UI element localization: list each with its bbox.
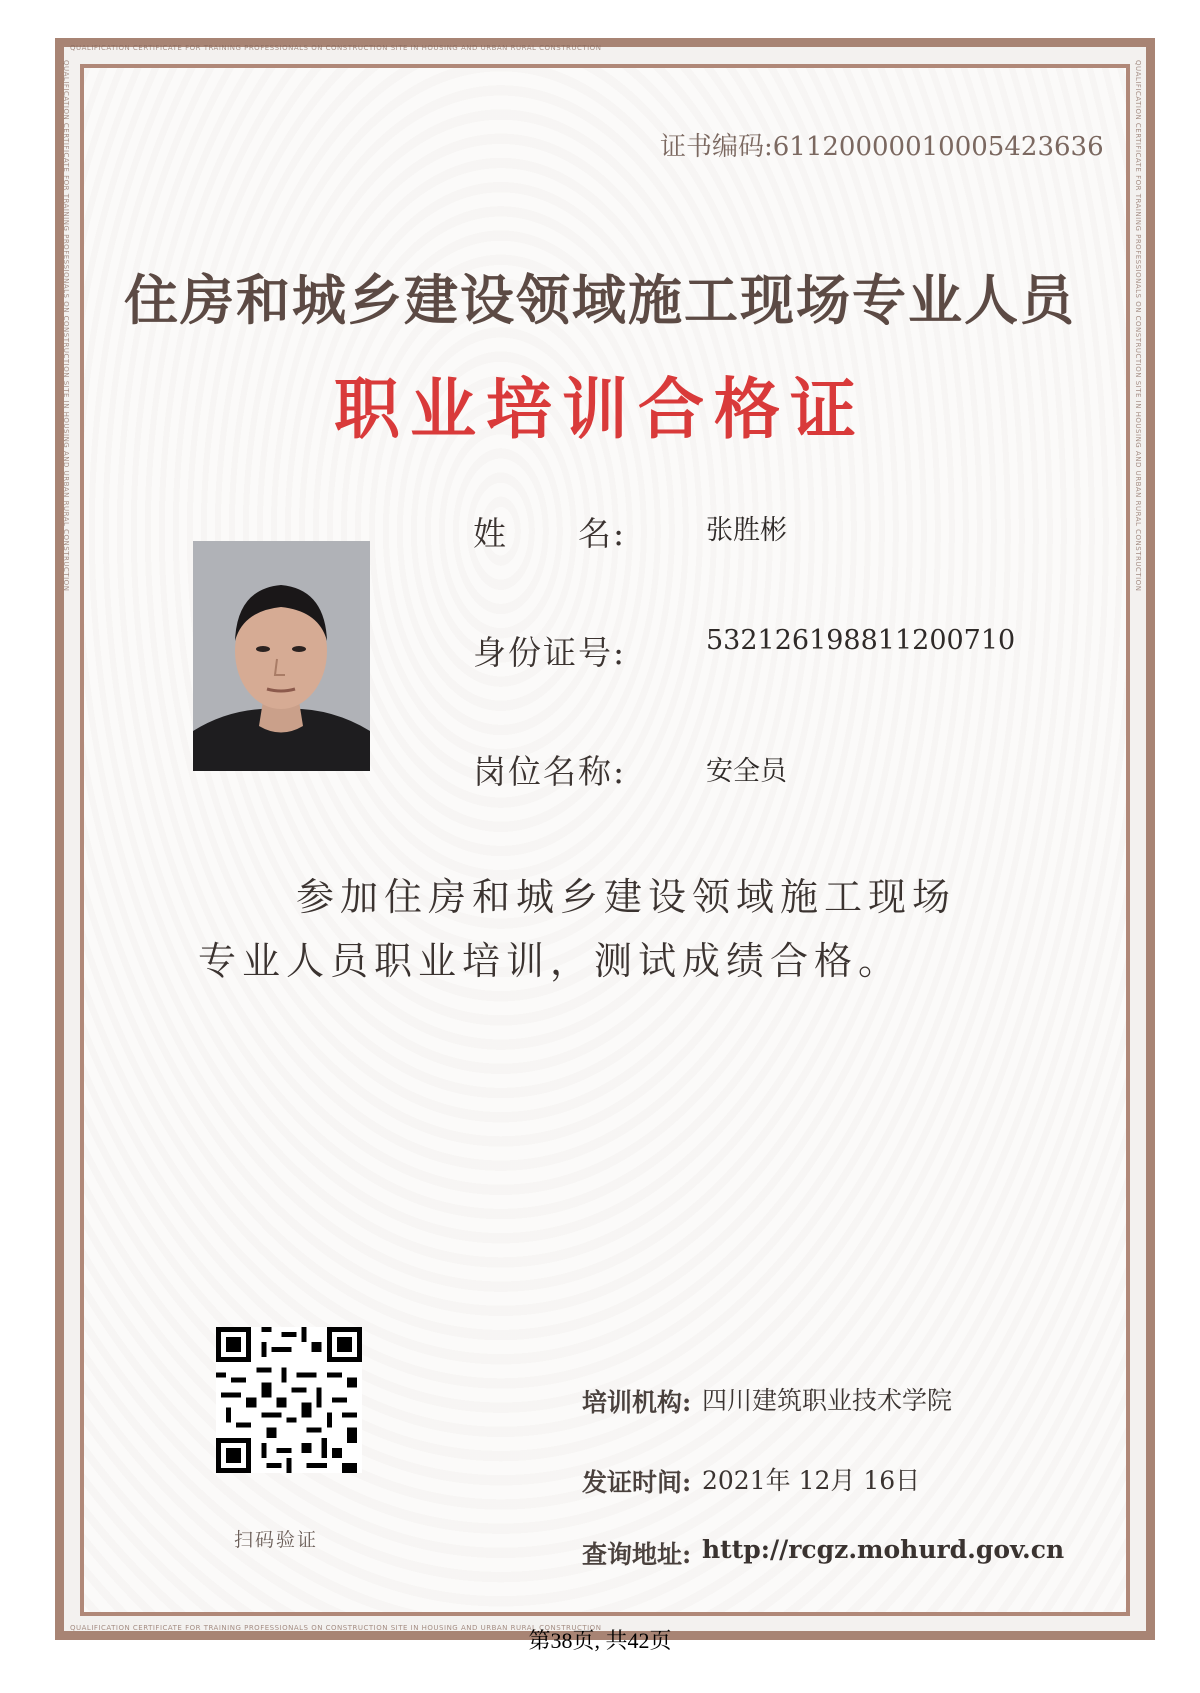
id-number-value: 532126198811200710 — [706, 625, 1016, 656]
certificate-title: 住房和城乡建设领域施工现场专业人员 — [124, 268, 1076, 332]
border-micro-text-right: QUALIFICATION CERTIFICATE FOR TRAINING PROFESSIONALS ON CONSTRUCTION SITE IN HOUSING AND URBAN RURAL CONSTRUCTION — [1134, 60, 1142, 592]
issue-date-label: 发证时间: — [582, 1468, 692, 1497]
id-number-label: 身份证号: — [473, 633, 627, 672]
border-micro-text-bottom: QUALIFICATION CERTIFICATE FOR TRAINING PROFESSIONALS ON CONSTRUCTION SITE IN HOUSING AND URBAN RURAL CONSTRUCTION — [70, 1624, 602, 1632]
issue-date-value: 2021年 12月 16日 — [702, 1466, 921, 1495]
page-number-footer: 第38页, 共42页 — [528, 1628, 672, 1653]
certificate-number-value: 61120000010005423636 — [772, 132, 1104, 162]
statement-line-2: 专业人员职业培训，测试成绩合格。 — [198, 939, 903, 983]
border-micro-text-left: QUALIFICATION CERTIFICATE FOR TRAINING PROFESSIONALS ON CONSTRUCTION SITE IN HOUSING AND URBAN RURAL CONSTRUCTION — [62, 60, 70, 592]
qr-caption: 扫码验证 — [234, 1529, 319, 1551]
position-value: 安全员 — [706, 756, 787, 787]
border-micro-text-top: QUALIFICATION CERTIFICATE FOR TRAINING PROFESSIONALS ON CONSTRUCTION SITE IN HOUSING AND URBAN RURAL CONSTRUCTION — [70, 44, 602, 52]
training-org-label: 培训机构: — [582, 1388, 692, 1417]
certificate-number — [660, 126, 1104, 163]
holder-photo — [193, 541, 370, 771]
query-address-value: http://rcgz.mohurd.gov.cn — [702, 1535, 1065, 1564]
certificate-subtitle: 职业培训合格证 — [334, 371, 866, 448]
query-address-label: 查询地址: — [582, 1540, 692, 1569]
holder-photo-image — [193, 541, 370, 771]
name-label: 姓 名: — [473, 514, 627, 553]
certificate-number-label: 证书编码: — [660, 132, 773, 162]
name-value: 张胜彬 — [706, 515, 787, 546]
position-label: 岗位名称: — [473, 752, 627, 791]
training-org-value: 四川建筑职业技术学院 — [702, 1386, 953, 1415]
qr-code — [216, 1327, 362, 1473]
statement-line-1: 参加住房和城乡建设领域施工现场 — [296, 875, 957, 919]
